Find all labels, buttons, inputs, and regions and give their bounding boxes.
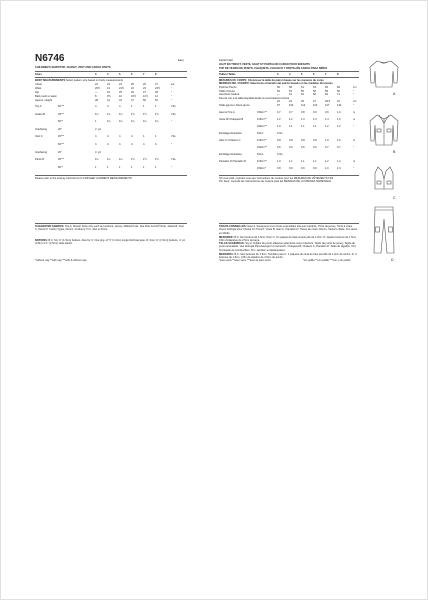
value-cell: — [95,90,98,94]
unit-cell: " [171,90,172,94]
body-measurements-heading: BODY MEASUREMENTS Select pattern size based on body measurements [35,78,123,82]
unit-cell: " [171,86,172,90]
fabric-width: 60"* [58,165,63,169]
value-cell: 21½ [119,86,125,90]
view-a-top-illustration [370,61,398,87]
fabric-width: 115cm** [257,139,267,142]
body-measurements-heading-fr: MESURES DU CORPS: Choisissez la taille du patron basée sur les mesures du corps [219,78,324,82]
value-cell: 1¼ [155,120,159,124]
size-cell: 6 [131,73,133,76]
sizes-label: Sizes [35,73,42,76]
value-cell: 12 [155,94,158,98]
row-label: Veste B/ Chaqueta B [219,118,244,121]
value-cell: 1 [155,105,157,108]
value-cell: 104 [289,104,294,107]
value-cell: 27 [155,82,158,86]
size-cell: 4 [107,73,109,76]
value-cell: 60 [337,89,340,93]
value-cell: 64 [301,93,304,97]
unit-cell: " [353,89,354,93]
value-cell: 0.7 [289,111,293,114]
sizes-row [95,73,167,76]
value-cell: 69 [337,86,340,89]
size-cell: 4 [289,73,291,76]
value-cell: 1.0 [337,111,341,114]
sizes-row-fr-es [277,73,349,76]
value-cell: 22 [277,100,280,104]
value-cell: 23 [143,86,146,90]
value-cell: 0.9 [301,167,305,170]
unit-cell: m [353,111,356,114]
fabric-width: 60"* [58,120,63,124]
value-cell: ¾ [155,143,158,146]
value-cell: 1¼ [107,120,111,124]
value-cell: 10½ [131,94,137,98]
value-cell: 9½ [107,94,111,98]
divider [35,223,187,224]
fabric-width: 60"** [58,143,64,146]
value-cell: 0.8 [301,111,305,114]
value-cell: 1.0 [337,167,341,170]
value-cell: 38 [95,98,98,102]
view-b-jacket-illustration [370,115,398,145]
unit-cell: Yds. [171,105,177,108]
row-label: Poitrine/ Pecho [219,86,237,89]
footnotes-fr: *sans sens **avec sens ***avec et sans sens [219,259,271,262]
value-cell: 1¼ [119,158,123,162]
value-cell: 22 [131,86,134,90]
view-label-b: B [393,150,396,154]
value-cell: ¾ [107,135,110,139]
row-label: Back neck to waist [35,94,57,98]
difficulty-label-es: Facile/ Fácil [219,59,233,62]
value-cell: 27 [313,100,316,104]
value-cell: 52 [155,98,158,102]
fabric-width: 150cm** [257,125,267,128]
value-cell: 58 [325,89,328,93]
unit-cell: cm [353,100,357,104]
value-cell: 0.8 [301,139,305,142]
value-cell: 20½ [95,86,101,90]
size-cell: 7 [325,73,327,76]
value-cell: 11½ [143,94,148,98]
value-cell: 1.0 [277,160,281,163]
notions-es: MERCERÍA: B,C: Seis botones de 1.5cm. También para C: 1 paquete de cinta de bies sencillo de 1.3cm de ancho. D: 4 botones de 1.5cm, 0.8m de elástico de 2.5cm de ancho. [219,252,357,259]
value-cell: 0.7 [337,146,341,149]
value-cell: 1 [143,135,145,139]
row-label: Dos du cou à la taille/ Espalda desde la nuca hasta la cintura [219,96,290,100]
value-cell: 61 [289,93,292,97]
title-en: CHILDREN'S SHIRT/TOP, JACKET, VEST AND CARGO PANTS [35,66,111,69]
fabric-width: 45"** [58,135,64,139]
finished-measurements-note-fr: S'il vous plaît, reportez-vous aux instructions de couture pour les MESURES DE VÊTEMENTS FINI [219,176,334,180]
value-cell: 10 [119,94,122,98]
unit-cell: " [353,104,354,107]
value-cell: 28 [155,90,158,94]
body-measurements-heading-es: MEDIDAS DEL CUERPO: Seleccione el tamaño del patrón basado en las medidas del cuerpo [219,82,333,85]
value-cell: 1.2 [325,160,329,163]
value-cell: 119 [313,104,318,107]
title-fr: HAUT EN TRICOT, VESTE, GILET ET PANTALON CARGO POUR ENFANTS [219,63,310,66]
value-cell: 0.9 [313,111,317,114]
value-cell: 0.8 [277,139,281,142]
value-cell: 1 [155,165,157,169]
size-cell: 8 [155,73,157,76]
suggested-fabrics-es: TELAS SUGERIDAS: Top A: Tejidos de punto elásticos solamente como Interlock, Tejido de punto de jersey, Tejido de punto acanalado. Vea la Regla Para Escoger Un Género®. Chaqueta B, Chaleco C, Pantalón D: Telas de algodón, Dril, Terciopelo de Cordoncillos. N.C. también en Estampados. [219,242,357,252]
fabric-width: 150cm** [257,111,267,114]
value-cell: 1 [131,105,133,108]
divider [219,71,359,72]
value-cell: 1.1 [289,125,293,128]
value-cell: ¾ [119,135,122,139]
value-cell: ¾ [131,135,134,139]
value-cell: 25 [301,100,304,104]
value-cell: 1.3 [301,118,305,121]
row-label: Interfacing [35,150,48,154]
value-cell: 1¼ [119,112,123,116]
unit-cell: " [353,93,354,97]
value-cell: 1.2 [277,118,281,121]
footnotes-es: *sin pelillo **con pelillo ***con y sin pelillo [303,259,351,262]
suggested-fabrics: SUGGESTED FABRICS: Top A: Stretch Knits only such as Interlock, Jersey, Ribbed Knits. See Pick-A-Knit® Rule. Jacket B, Vest C, Pants D: Cotton Types, Denim, Corduroy. N.C. also in Prints. [35,225,184,232]
title-es: TOP DE TEJIDO DE PUNTO, CHAQUETA, CHALECO Y PANTALÓN CARGO PARA NIÑOS [219,66,328,70]
value-cell: 21 [107,86,110,90]
fabric-width: 150cm* [257,167,266,170]
finished-measurements-note: Please refer to the sewing instructions for FINISHED GARMENT MEASUREMENTS [35,176,132,180]
value-cell: 23½ [155,86,161,90]
value-cell: 24 [119,82,122,86]
value-cell: ¾ [95,135,98,139]
value-cell: 1¼ [131,120,135,124]
row-label: Entoilage/ Entretela [219,153,242,156]
size-cell: 6 [313,73,315,76]
row-label: Haut A/ Top A [219,111,235,114]
value-cell: 1.0 [325,167,329,170]
value-cell: 56 [277,86,280,89]
size-cell: 3 [277,73,279,76]
garment-views [367,57,401,262]
value-cell: 132 [337,104,342,107]
unit-cell: " [353,167,354,170]
value-cell: 25 [131,82,134,86]
value-cell: 97 [277,104,280,107]
unit-cell: Yds. [171,112,177,116]
value-cell: 112 [301,104,306,107]
value-cell: 66 [313,93,316,97]
value-cell: 1.1 [301,125,305,128]
value-cell: 53 [289,89,292,93]
divider [219,223,359,224]
value-cell: ¼ yd. [95,127,102,131]
value-cell: 26 [131,90,134,94]
value-cell: 1 [143,105,145,108]
value-cell: 1 [143,165,145,169]
size-cell: 3 [95,73,97,76]
value-cell: 50 [143,98,146,102]
unit-cell: m [353,118,356,121]
value-cell: 1.4 [325,118,329,121]
unit-cell: " [353,146,354,149]
row-label: Interfacing [35,127,48,131]
unit-cell: ins. [171,82,176,86]
value-cell: 0.3m [277,153,283,156]
value-cell: ¾ [143,143,146,146]
value-cell: 0.3m [277,132,283,135]
unit-cell: " [171,94,172,98]
pattern-number: N6746 [35,53,65,64]
value-cell: 1 [95,165,97,169]
value-cell: 0.6 [313,146,317,149]
value-cell: 0.6 [289,146,293,149]
value-cell: 64 [313,86,316,89]
fabric-width: 51cm [257,153,264,156]
unit-cell: Yds. [171,158,177,162]
value-cell: 24 [289,100,292,104]
value-cell: 1 [95,120,97,124]
value-cell: 1.2 [325,125,329,128]
unit-cell: cm [353,86,357,89]
value-cell: ¾ [119,143,122,146]
unit-cell: " [171,165,172,169]
suggested-fabrics-fr: TISSUS CONSEILLÉS: Haut A: Seulement pour tricots extensibles tels que Interlock, Tricot de jersey, Tricot à côtes. Voyez la Règle Pour Choisir Un Tricot®. Veste B, Gilet C, Pantalon D: Tissus de coton, Denim, Velours côtelé. N.C aussi en Motifs. [219,225,358,235]
value-cell: 1.2 [337,160,341,163]
value-cell: — [277,93,280,97]
value-cell: 1.2 [337,125,341,128]
value-cell: 29.5 [325,100,331,104]
row-label: Gilet C/ Chaleco C [219,139,241,142]
row-label: Vest C [35,135,43,139]
value-cell: 55 [301,89,304,93]
footnotes: *without nap **with nap ***with & without nap [35,259,87,262]
value-cell: 0.6 [277,146,281,149]
value-cell: 0.9 [325,111,329,114]
unit-cell: Yds. [171,135,177,139]
value-cell: 1¼ [95,112,99,116]
finished-measurements-note-es: Por favor, consulte las instrucciones de costura para las MEDIDAS DE LA PRENDA TERMINADA [219,180,332,183]
value-cell: 47 [131,98,134,102]
value-cell: 1.5 [337,118,341,121]
value-cell: 31 [337,100,340,104]
sizes-label-fr-es: Tailles/ Tallas [219,73,236,76]
value-cell: 22 [95,82,98,86]
value-cell: 0.9 [313,167,317,170]
value-cell: 0.7 [277,111,281,114]
value-cell: 26 [143,82,146,86]
value-cell: ¾ [95,105,98,108]
row-label: Taille/ Cintura [219,89,235,93]
value-cell: 1.0 [277,125,281,128]
value-cell: 71 [337,93,340,97]
unit-cell: " [171,120,172,124]
value-cell: 1 [119,165,121,169]
row-label: Waist [35,86,42,90]
value-cell: 25 [119,90,122,94]
value-cell: 23 [107,82,110,86]
value-cell: 0.8 [289,139,293,142]
value-cell: 1.1 [313,125,317,128]
value-cell: ¾ [107,105,110,108]
view-label-d: D [391,258,394,262]
value-cell: 127 [325,104,330,107]
value-cell: 0.8 [313,139,317,142]
value-cell: 44 [119,98,122,102]
fabric-width: 45"** [58,158,64,162]
value-cell: 1¼ [107,158,111,162]
value-cell: 1.2 [289,118,293,121]
size-cell: 7 [143,73,145,76]
value-cell: 1.3 [313,118,317,121]
value-cell: 69 [325,93,328,97]
row-label: Chest [35,82,42,86]
row-label: Approx. Height [35,98,53,102]
unit-cell: m [353,139,356,142]
value-cell: 1½ [131,112,135,116]
value-cell: 61 [301,86,304,89]
unit-cell: " [171,98,172,102]
view-label-c: C [393,196,396,200]
fabric-width: 150cm** [257,146,267,149]
value-cell: ¼ yd. [95,150,102,154]
fabric-width: 115cm** [257,118,267,121]
view-c-vest-illustration [375,167,393,189]
value-cell: 0.8 [277,167,281,170]
value-cell: 66 [325,86,328,89]
row-label: Entoilage/ Entretela [219,132,242,135]
row-label: Top A [35,105,42,108]
value-cell: 1¼ [143,120,147,124]
value-cell: 0.9 [289,167,293,170]
value-cell: 1½ [143,112,147,116]
row-label: Pants D [35,158,45,162]
size-cell: 8 [337,73,339,76]
size-cell: 5 [119,73,121,76]
unit-cell: " [353,125,354,128]
value-cell: 1.1 [289,160,293,163]
value-cell: 1½ [155,158,159,162]
row-label: Hanches/ Cadera [219,93,240,97]
row-label: Taille approx./ Altura aprox. [219,104,251,107]
value-cell: 1 [131,165,133,169]
value-cell: 1 [155,135,157,139]
difficulty-label: Easy [178,59,184,62]
fabric-width: 20" [58,150,62,154]
value-cell: ¾ [119,105,122,108]
value-cell: 52 [277,89,280,93]
value-cell: 58 [289,86,292,89]
value-cell: 1½ [143,158,147,162]
value-cell: 56 [313,89,316,93]
value-cell: 1 [107,165,109,169]
value-cell: 0.6 [301,146,305,149]
fabric-width: 20" [58,127,62,131]
value-cell: 1¼ [119,120,123,124]
value-cell: ¾ [95,143,98,146]
value-cell: 8 [95,94,97,98]
value-cell: 27 [143,90,146,94]
notions-fr: MERCERIE: B,C: Six boutons de 1.5cm. Pour C: Un paquet de biais simple plié de 1.3cm. D: Quatre boutons de 1.5cm, 0.8m d'élastique de 2.5cm de large. [219,235,357,242]
view-d-pants-illustration [374,207,394,253]
divider [35,71,187,72]
fabric-width: 60"** [58,105,64,108]
unit-cell: " [171,143,172,146]
value-cell: 1.0 [325,139,329,142]
notions: NOTIONS: B,C: Six ⅝" (1.5cm) buttons. Also for C: One pkg. of ½" (1.3cm) single fold bias tape. D: Four ⅝" (1.5cm) buttons, ⅞ yd. (0.8m) of 1" (2.5cm) wide elastic. [35,239,186,246]
value-cell: 1¼ [107,112,111,116]
value-cell: ¾ [107,143,110,146]
row-label: Jacket B [35,112,45,116]
value-cell: 1.1 [313,160,317,163]
fabric-width: 115cm** [257,160,267,163]
unit-cell: m [353,160,356,163]
row-label: Hip [35,90,39,94]
row-label: Pantalon D/ Pantalón D [219,160,247,163]
value-cell: 1½ [155,112,159,116]
value-cell: 24 [107,90,110,94]
fabric-width: 51cm [257,132,264,135]
value-cell: 0.7 [325,146,329,149]
value-cell: ¾ [131,143,134,146]
view-label-a: A [393,92,396,96]
value-cell: 41 [107,98,110,102]
fabric-width: 45"** [58,112,64,116]
value-cell: 1½ [131,158,135,162]
size-cell: 5 [301,73,303,76]
value-cell: 1¼ [95,158,99,162]
value-cell: 1.0 [337,139,341,142]
value-cell: 1.1 [301,160,305,163]
